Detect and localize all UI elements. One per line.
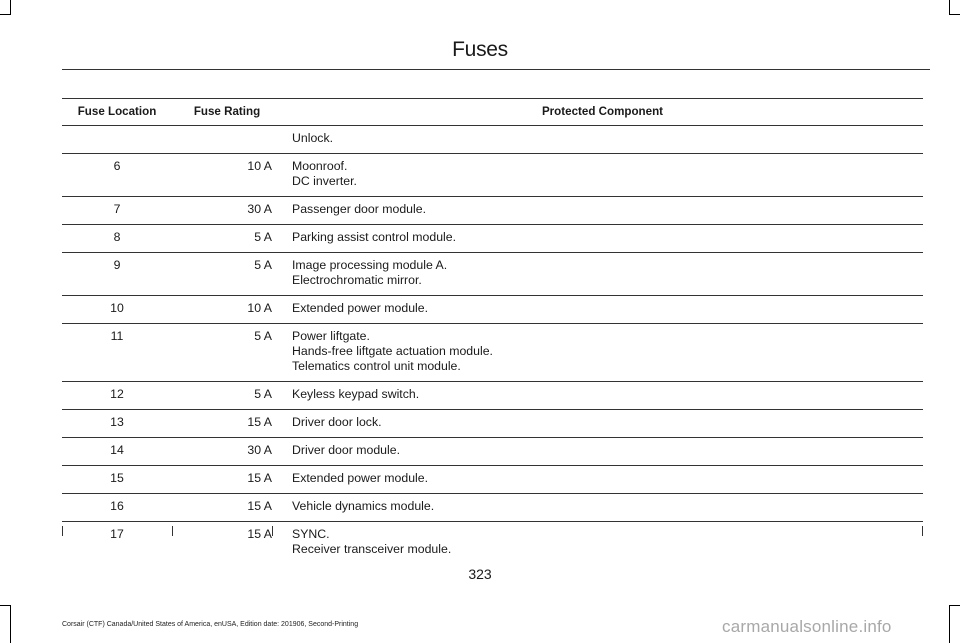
protected-component-line: Receiver transceiver module.: [292, 542, 452, 556]
table-row: [62, 522, 923, 568]
protected-component-line: Moonroof.: [292, 159, 348, 173]
fuse-rating-cell: 10 A: [172, 296, 282, 324]
fuse-rating-cell: 30 A: [172, 438, 282, 466]
page-number: 323: [468, 566, 492, 582]
protected-component-cell: [282, 253, 923, 296]
fuse-location-cell: [62, 126, 172, 154]
protected-component-line: Extended power module.: [292, 471, 429, 485]
protected-component-cell: [282, 494, 923, 522]
fuse-location-cell: 6: [62, 154, 172, 197]
fuse-rating-cell: 15 A: [172, 494, 282, 522]
protected-component-line: Vehicle dynamics module.: [292, 499, 435, 513]
fuse-location-cell: 12: [62, 382, 172, 410]
table-row: [62, 126, 923, 154]
protected-component-line: Telematics control unit module.: [292, 359, 461, 373]
fuse-rating-cell: 5 A: [172, 253, 282, 296]
crop-mark-bottom-right-h: [949, 605, 960, 606]
protected-component-cell: [282, 225, 923, 253]
crop-mark-top-left: [10, 0, 11, 14]
edition-footer: Corsair (CTF) Canada/United States of America, enUSA, Edition date: 201906, Second-Printing: [62, 621, 359, 628]
fuse-table-body: [62, 126, 923, 568]
table-tick-left: [62, 526, 63, 536]
protected-component-cell: [282, 438, 923, 466]
table-row: [62, 466, 923, 494]
table-row: [62, 225, 923, 253]
table-row: [62, 324, 923, 382]
protected-component-line: Extended power module.: [292, 301, 429, 315]
protected-component-cell: [282, 466, 923, 494]
protected-component-cell: [282, 410, 923, 438]
crop-mark-top-left-h: [0, 14, 11, 15]
crop-mark-top-right: [949, 0, 950, 14]
protected-component-line: Power liftgate.: [292, 329, 370, 343]
fuse-location-cell: 7: [62, 197, 172, 225]
fuse-location-cell: 10: [62, 296, 172, 324]
protected-component-line: DC inverter.: [292, 174, 357, 188]
table-row: [62, 197, 923, 225]
table-row: [62, 253, 923, 296]
fuse-location-cell: 11: [62, 324, 172, 382]
fuse-rating-cell: [172, 126, 282, 154]
table-row: [62, 494, 923, 522]
protected-component-line: Parking assist control module.: [292, 230, 457, 244]
protected-component-cell: [282, 382, 923, 410]
fuse-rating-cell: 5 A: [172, 225, 282, 253]
crop-mark-bottom-left: [10, 605, 11, 643]
column-header-fuse-location: Fuse Location: [62, 99, 172, 126]
fuse-location-cell: 9: [62, 253, 172, 296]
column-header-fuse-rating: Fuse Rating: [172, 99, 282, 126]
fuse-rating-cell: 15 A: [247, 527, 272, 541]
fuse-location-cell: 15: [62, 466, 172, 494]
watermark: carmanualsonline.info: [722, 617, 892, 636]
fuse-location-cell: 16: [62, 494, 172, 522]
protected-component-line: Unlock.: [292, 131, 334, 145]
protected-component-line: Keyless keypad switch.: [292, 387, 420, 401]
protected-component-line: Image processing module A.: [292, 258, 448, 272]
fuse-location-cell: 14: [62, 438, 172, 466]
column-header-protected-component: Protected Component: [282, 99, 923, 126]
table-row: [62, 154, 923, 197]
protected-component-line: Driver door module.: [292, 443, 400, 457]
protected-component-line: Hands-free liftgate actuation module.: [292, 344, 493, 358]
protected-component-line: Passenger door module.: [292, 202, 426, 216]
crop-mark-bottom-right: [949, 605, 950, 643]
fuse-rating-cell: 30 A: [172, 197, 282, 225]
protected-component-cell: [282, 154, 923, 197]
fuse-rating-cell: 10 A: [172, 154, 282, 197]
fuse-table: [62, 98, 923, 567]
table-row: [62, 382, 923, 410]
table-tick-col2: [272, 526, 273, 536]
protected-component-cell: [282, 522, 923, 568]
protected-component-cell: [282, 296, 923, 324]
fuse-location-cell: 17: [110, 527, 124, 541]
crop-mark-top-right-h: [949, 14, 960, 15]
table-header-row: [62, 99, 923, 126]
page-title: Fuses: [452, 38, 508, 61]
fuse-rating-cell: 15 A: [172, 466, 282, 494]
protected-component-cell: [282, 197, 923, 225]
table-row: [62, 410, 923, 438]
table-tick-col1: [172, 526, 173, 536]
fuse-rating-cell: 5 A: [172, 382, 282, 410]
protected-component-line: Electrochromatic mirror.: [292, 273, 422, 287]
table-row: [62, 438, 923, 466]
crop-mark-bottom-left-h: [0, 605, 11, 606]
fuse-rating-cell: 5 A: [172, 324, 282, 382]
protected-component-cell: [282, 126, 923, 154]
protected-component-line: Driver door lock.: [292, 415, 382, 429]
table-row: [62, 296, 923, 324]
fuse-location-cell: 13: [62, 410, 172, 438]
title-divider: [62, 69, 930, 70]
fuse-location-cell: 8: [62, 225, 172, 253]
protected-component-cell: [282, 324, 923, 382]
protected-component-line: SYNC.: [292, 527, 330, 541]
table-tick-right: [922, 526, 923, 536]
fuse-rating-cell: 15 A: [172, 410, 282, 438]
